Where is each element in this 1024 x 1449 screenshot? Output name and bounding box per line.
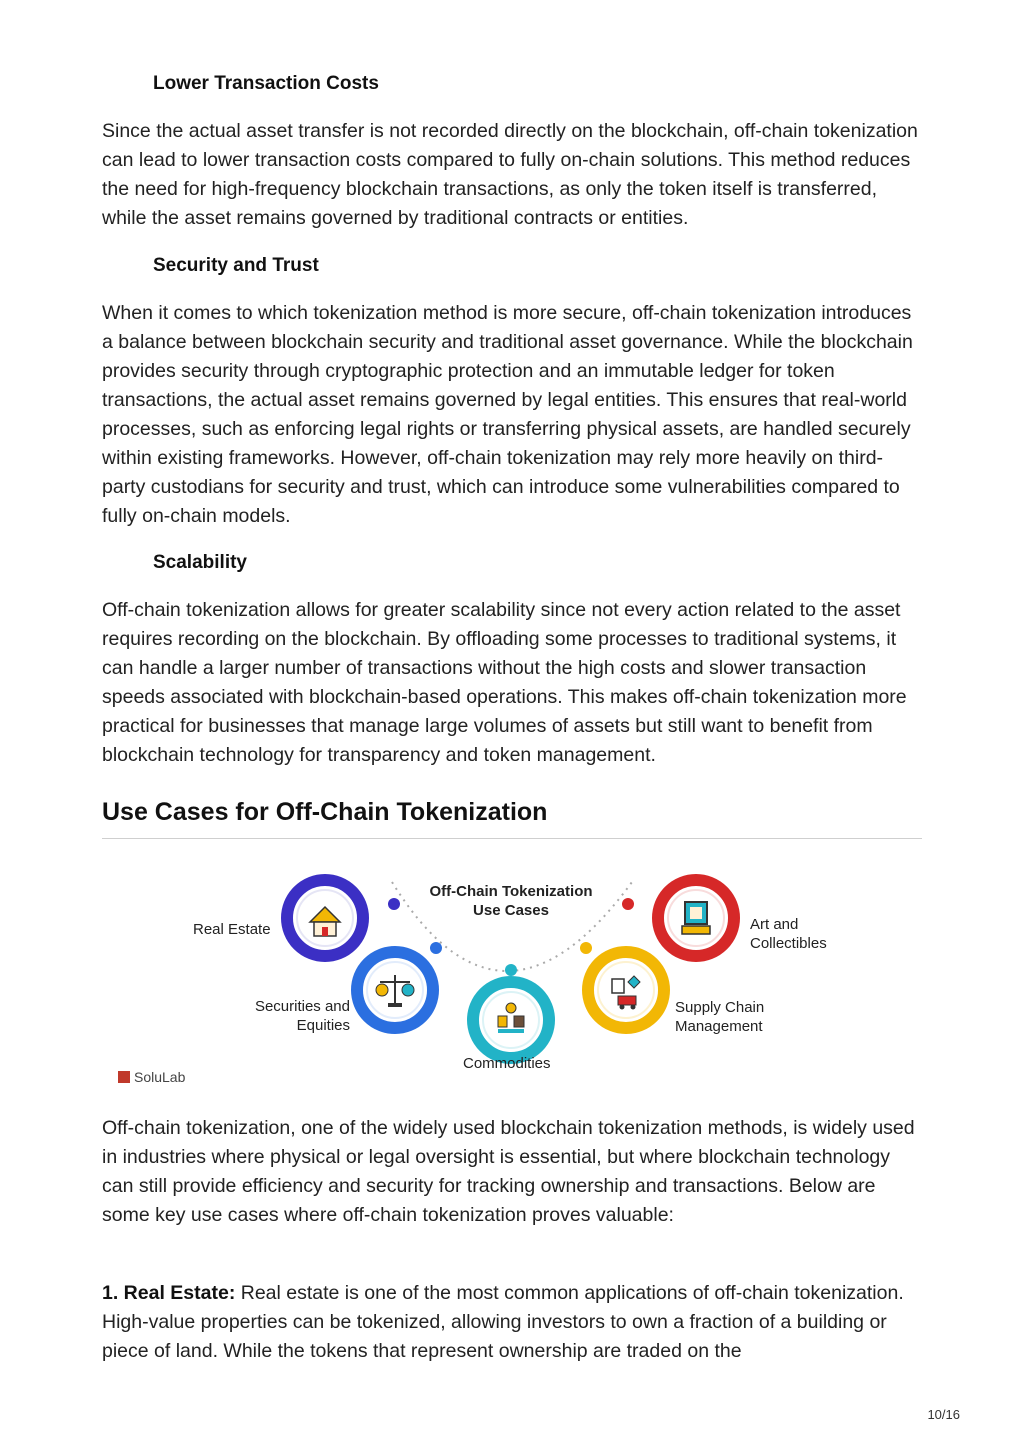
brand-mark-icon [118, 1071, 130, 1083]
infographic-title [401, 882, 621, 920]
paragraph-scalability: Off-chain tokenization allows for greater scalability since not every action related to the asset requires recording on the blockchain. By offloading some processes to traditional systems, it can handle a larger number of transactions without the high costs and slower transaction speeds associated with blockchain-based operations. This makes off-chain tokenization more practical for businesses that manage large volumes of assets but still want to benefit from blockchain technology for transparency and token management. [102, 599, 907, 766]
subheading-lower-transaction-costs: Lower Transaction Costs [153, 73, 379, 94]
label-securities-line1: Securities and [254, 998, 350, 1015]
arc-dot-purple [388, 898, 400, 910]
use-cases-infographic [102, 860, 922, 1100]
item-text-real-estate: Real estate is one of the most common applications of off-chain tokenization. High-value properties can be tokenized, allowing investors to own a fraction of a building or piece of land. While the tokens that represent ownership are traded on the [102, 1282, 904, 1362]
arc-dot-red [622, 898, 634, 910]
art-frame-icon [682, 902, 710, 934]
label-supply-chain [675, 998, 764, 1036]
label-art-line2: Collectibles [750, 935, 827, 952]
label-commodities: Commodities [463, 1055, 551, 1072]
subheading-scalability: Scalability [153, 552, 247, 573]
label-art-collectibles [750, 915, 827, 953]
label-securities-equities [244, 997, 350, 1035]
page-number: 10/16 [927, 1407, 960, 1422]
heading-divider [102, 838, 922, 839]
item-label-real-estate: 1. Real Estate: [102, 1282, 236, 1304]
paragraph-real-estate [102, 1279, 922, 1366]
label-supply-line1: Supply Chain [675, 999, 765, 1016]
label-supply-line2: Management [675, 1018, 763, 1035]
label-securities-line2: Equities [296, 1017, 350, 1034]
arc-dot-yellow [580, 942, 592, 954]
commodities-ring [473, 982, 549, 1058]
paragraph-lower-transaction-costs: Since the actual asset transfer is not recorded directly on the blockchain, off-chain tokenization can lead to lower transaction costs compared to fully on-chain solutions. This method reduces the need for high-frequency blockchain transactions, as only the token itself is transferred, while the asset remains governed by traditional contracts or entities. [102, 120, 918, 229]
section-heading-use-cases: Use Cases for Off-Chain Tokenization [102, 798, 548, 826]
subheading-security-and-trust: Security and Trust [153, 255, 319, 276]
paragraph-use-cases-intro: Off-chain tokenization, one of the widely used blockchain tokenization methods, is widely used in industries where physical or legal oversight is essential, but where blockchain technology can still provide efficiency and security for tracking ownership and transactions. Below are some key use cases where off-chain tokenization proves valuable: [102, 1117, 915, 1226]
paragraph-security-and-trust: When it comes to which tokenization method is more secure, off-chain tokenization introduces a balance between blockchain security and traditional asset governance. While the blockchain provides security through cryptographic protection and an immutable ledger for token transactions, the actual asset remains governed by legal entities. This ensures that real-world processes, such as enforcing legal rights or transferring physical assets, are handled securely within existing frameworks. However, off-chain tokenization may rely more heavily on third-party custodians for security and trust, which can introduce some vulnerabilities compared to fully on-chain models. [102, 302, 913, 527]
arc-dot-teal [505, 964, 517, 976]
label-real-estate: Real Estate [193, 921, 271, 938]
brand-name: SoluLab [134, 1069, 186, 1085]
infographic-title-line1: Off-Chain Tokenization [429, 883, 593, 900]
arc-dot-blue [430, 942, 442, 954]
infographic-title-line2: Use Cases [473, 902, 549, 919]
brand-logo [118, 1069, 185, 1085]
label-art-line1: Art and [750, 916, 799, 933]
supply-chain-ring [588, 952, 664, 1028]
